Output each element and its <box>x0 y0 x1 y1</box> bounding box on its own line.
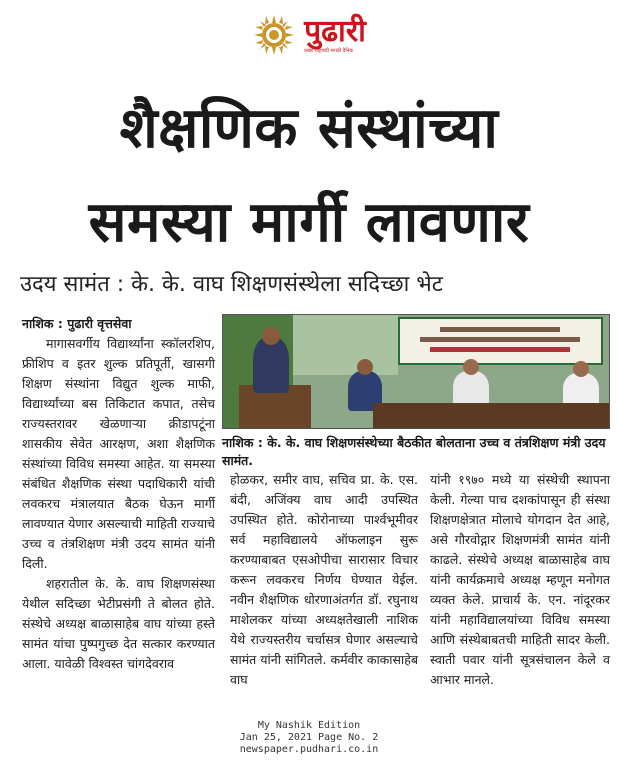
edition-footer <box>0 720 618 756</box>
photo-wall <box>293 315 398 375</box>
sun-emblem-icon <box>252 13 296 57</box>
edition-name: My Nashik Edition <box>257 720 361 731</box>
edition-site: newspaper.pudhari.co.in <box>239 744 379 755</box>
headline-line-1: शैक्षणिक संस्थांच्या <box>119 96 499 161</box>
headline-line-2: समस्या मार्गी लावणार <box>88 190 530 255</box>
brand-name: पुढारी <box>304 13 366 49</box>
photo-caption: नाशिक : के. के. वाघ शिक्षणसंस्थेच्या बैठकीत बोलताना उच्च व तंत्रशिक्षण मंत्री उदय सामंत. <box>222 435 606 468</box>
article-photo <box>222 314 610 429</box>
article-column-3 <box>430 470 610 690</box>
photo-banner <box>398 317 603 365</box>
paragraph: शहरातील के. के. वाघ शिक्षणसंस्था येथील सदिच्छा भेटीप्रसंगी ते बोलत होते. संस्थेचे अध्यक्ष बाळासाहेब वाघ यांच्या हस्ते सामंत यांचा पुष्पगुच्छ देत सत्कार करण्यात आला. यावेळी विश्वस्त चांगदेवराव <box>22 576 215 671</box>
brand-tagline: प्रखर राष्ट्रवादी मराठी दैनिक <box>304 47 354 54</box>
masthead <box>0 10 618 60</box>
paragraph: यांनी १९७० मध्ये या संस्थेची स्थापना केली. गेल्या पाच दशकांपासून ही संस्था शिक्षणक्षेत्रात मोलाचे योगदान देत आहे, असे गौरवोद्गार शिक्षणमंत्री सामंत यांनी काढले. संस्थेचे अध्यक्ष बाळासाहेब वाघ यांनी कार्यक्रमाचे अध्यक्ष म्हणून मनोगत व्यक्त केले. प्राचार्य के. एन. नांदूरकर यांनी महाविद्यालयांच्या विविध समस्या आणि संस्थेबाबतची माहिती सादर केली. स्वाती पवार यांनी सूत्रसंचालन केले व आभार मानले. <box>430 472 610 687</box>
paragraph: होळकर, समीर वाघ, सचिव प्रा. के. एस. बंदी, अजिंक्य वाघ आदी उपस्थित उपस्थित होते. कोरोनाच्या पार्श्वभूमीवर सर्व महाविद्यालये ऑफलाइन सुरू करण्याबाबत एसओपीचा सारासार विचार करून लवकरच निर्णय घेण्यात येईल. नवीन शैक्षणिक धोरणाअंतर्गत डॉ. रघुनाथ माशेलकर यांच्या अध्यक्षतेखाली नाशिक येथे राज्यस्तरीय चर्चासत्र घेणार असल्याचे सामंत यांनी सांगितले. कर्मवीर काकासाहेब वाघ <box>230 472 418 687</box>
subheadline: उदय सामंत : के. के. वाघ शिक्षणसंस्थेला सदिच्छा भेट <box>20 272 443 297</box>
edition-date-page: Jan 25, 2021 Page No. 2 <box>239 732 379 743</box>
brand-block <box>304 13 366 55</box>
photo-table <box>373 403 610 429</box>
paragraph: मागासवर्गीय विद्यार्थ्यांना स्कॉलरशिप, फ्रीशिप व इतर शुल्क प्रतिपूर्ती, खासगी शिक्षण संस्थांना विद्युत शुल्क माफी, विद्यार्थ्यांच्या बस तिकिटात कपात, तसेच राज्यस्तरावर खेळणाऱ्या क्रीडापटूंना शासकीय सेवेत आरक्षण, अशा शैक्षणिक संस्थांच्या विविध समस्या आहेत. या समस्या संबंधित शैक्षणिक संस्था पदाधिकारी यांची लवकरच मंत्रालयात बैठक घेऊन मार्गी लावण्यात येणार असल्याची माहिती राज्याचे उच्च व तंत्रशिक्षण मंत्री उदय सामंत यांनी दिली. <box>22 336 215 571</box>
dateline: नाशिक : पुढारी वृत्तसेवा <box>22 316 132 331</box>
article-column-2 <box>230 470 418 690</box>
article-column-1 <box>22 314 215 674</box>
